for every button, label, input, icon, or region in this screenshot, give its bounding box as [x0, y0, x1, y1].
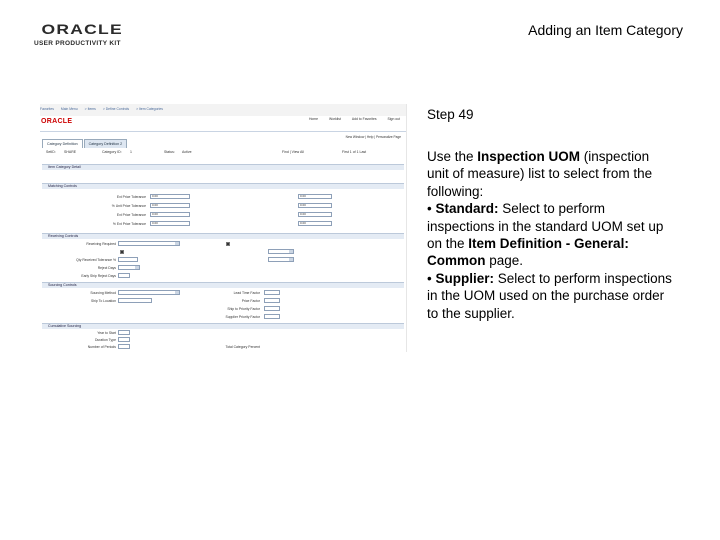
signout-link[interactable]: Sign out	[387, 117, 400, 121]
option-description: page.	[485, 253, 524, 269]
matching-label: Ext Price Tolerance	[116, 213, 146, 217]
inspection-routing-select[interactable]	[268, 257, 294, 262]
step-instructions	[427, 148, 672, 322]
section-matching[interactable]: Matching Controls	[42, 183, 404, 189]
nav-item[interactable]: > Items	[84, 107, 96, 111]
sourcing-label: Sourcing Method	[90, 291, 116, 295]
matching-label: % Unit Price Tolerance	[111, 204, 146, 208]
matching-under-input[interactable]: 0.00	[298, 203, 332, 208]
sourcing-label: Supplier Priority Factor	[225, 315, 260, 319]
ship-to-input[interactable]	[118, 298, 152, 303]
receiving-required-select[interactable]	[118, 241, 180, 246]
matching-under-input[interactable]: 0.00	[298, 194, 332, 199]
receiving-label: Reject Days	[97, 266, 116, 270]
screenshot-tabs	[42, 139, 128, 148]
section-item-category[interactable]: Item Category Detail	[42, 164, 404, 170]
inspection-uom-select[interactable]	[268, 249, 294, 254]
page-reference: Item Definition - General: Common	[427, 236, 629, 269]
screenshot-window-links[interactable]: New Window | Help | Personalize Page	[345, 135, 401, 139]
section-sourcing[interactable]: Sourcing Controls	[42, 282, 404, 288]
sourcing-label: Price Factor	[241, 299, 260, 303]
matching-label: % Ext Price Tolerance	[112, 222, 146, 226]
status-label: Status:	[164, 150, 175, 154]
matching-over-input[interactable]: 0.00	[150, 212, 190, 217]
section-receiving[interactable]: Receiving Controls	[42, 233, 404, 239]
matching-over-input[interactable]: 0.00	[150, 221, 190, 226]
tab-category-definition-2[interactable]: Category Definition 2	[84, 139, 128, 148]
nav-item[interactable]: Favorites	[40, 107, 54, 111]
field-name: Inspection UOM	[477, 149, 581, 164]
bullet-glyph: •	[427, 270, 436, 286]
matching-under-input[interactable]: 0.00	[298, 212, 332, 217]
step-title: Step 49	[427, 107, 474, 122]
section-cumulative[interactable]: Cumulative Sourcing	[42, 323, 404, 329]
cumulative-label: Year to Start	[97, 331, 116, 335]
option-name: Supplier:	[435, 270, 494, 286]
reject-tolerance-checkbox[interactable]	[120, 250, 124, 254]
setid-label: SetID:	[46, 150, 56, 154]
find-link[interactable]: Find | View All	[282, 150, 304, 154]
nav-item[interactable]: Main Menu	[60, 107, 78, 111]
setid-value: SHARE	[64, 150, 77, 154]
option-description: Select to perform inspections in the standard UOM set up on the	[427, 201, 664, 252]
cumulative-label: Total Category Percent	[225, 345, 260, 349]
supplier-priority-input[interactable]	[264, 314, 280, 319]
receiving-label: Qty Received Tolerance %	[76, 258, 116, 262]
nav-item[interactable]: > Item Categories	[136, 107, 163, 111]
duration-type-input[interactable]	[118, 337, 130, 342]
bullet-glyph: •	[427, 201, 436, 217]
lead-time-input[interactable]	[264, 290, 280, 295]
reject-days-select[interactable]	[118, 265, 140, 270]
matching-under-input[interactable]: 0.00	[298, 221, 332, 226]
screenshot-oracle-logo: ORACLE	[41, 118, 73, 125]
tab-category-definition[interactable]: Category Definition	[42, 139, 83, 148]
option-name: Standard:	[435, 201, 499, 217]
category-value: 1	[130, 150, 132, 154]
receiving-label: Receiving Required	[86, 242, 116, 246]
status-value: Active	[182, 150, 192, 154]
qty-tolerance-input[interactable]	[118, 257, 138, 262]
intro-text: (inspection unit of measure) list to select from the following:	[427, 149, 653, 199]
early-ship-input[interactable]	[118, 273, 130, 278]
step-intro	[427, 148, 672, 200]
periods-input[interactable]	[118, 344, 130, 349]
add-favorites-link[interactable]: Add to Favorites	[351, 117, 377, 121]
matching-label: Ext Price Tolerance	[116, 195, 146, 199]
oracle-upk-logo	[34, 22, 126, 47]
matching-over-input[interactable]: 0.00	[150, 194, 190, 199]
screenshot-header-links	[299, 117, 400, 121]
sourcing-label: Lead Time Factor	[233, 291, 260, 295]
option-description: Select to perform inspections in the UOM used on the purchase order to the supplier.	[427, 270, 672, 321]
price-factor-input[interactable]	[264, 298, 280, 303]
matching-over-input[interactable]: 0.00	[150, 203, 190, 208]
bullet-supplier	[427, 270, 672, 322]
logo-brand: ORACLE	[41, 21, 123, 37]
logo-subtitle: USER PRODUCTIVITY KIT	[34, 40, 121, 47]
ship-priority-input[interactable]	[264, 306, 280, 311]
paging[interactable]: First 1 of 1 Last	[342, 150, 367, 154]
sourcing-label: Ship to Priority Factor	[227, 307, 260, 311]
receiving-label: Early Ship Reject Days	[81, 274, 116, 278]
cumulative-label: Number of Periods	[87, 345, 116, 349]
inspection-checkbox[interactable]	[226, 242, 230, 246]
worklist-link[interactable]: Worklist	[328, 117, 341, 121]
application-screenshot	[40, 104, 407, 352]
home-link[interactable]: Home	[308, 117, 318, 121]
screenshot-breadcrumb	[40, 107, 169, 111]
category-label: Category ID:	[102, 150, 122, 154]
intro-text: Use the	[427, 149, 478, 164]
cumulative-label: Duration Type	[94, 338, 116, 342]
slide-title: Adding an Item Category	[528, 22, 683, 38]
sourcing-label: Ship To Location	[90, 299, 116, 303]
sourcing-method-select[interactable]	[118, 290, 180, 295]
year-start-input[interactable]	[118, 330, 130, 335]
nav-item[interactable]: > Define Controls	[102, 107, 130, 111]
bullet-standard	[427, 200, 672, 270]
